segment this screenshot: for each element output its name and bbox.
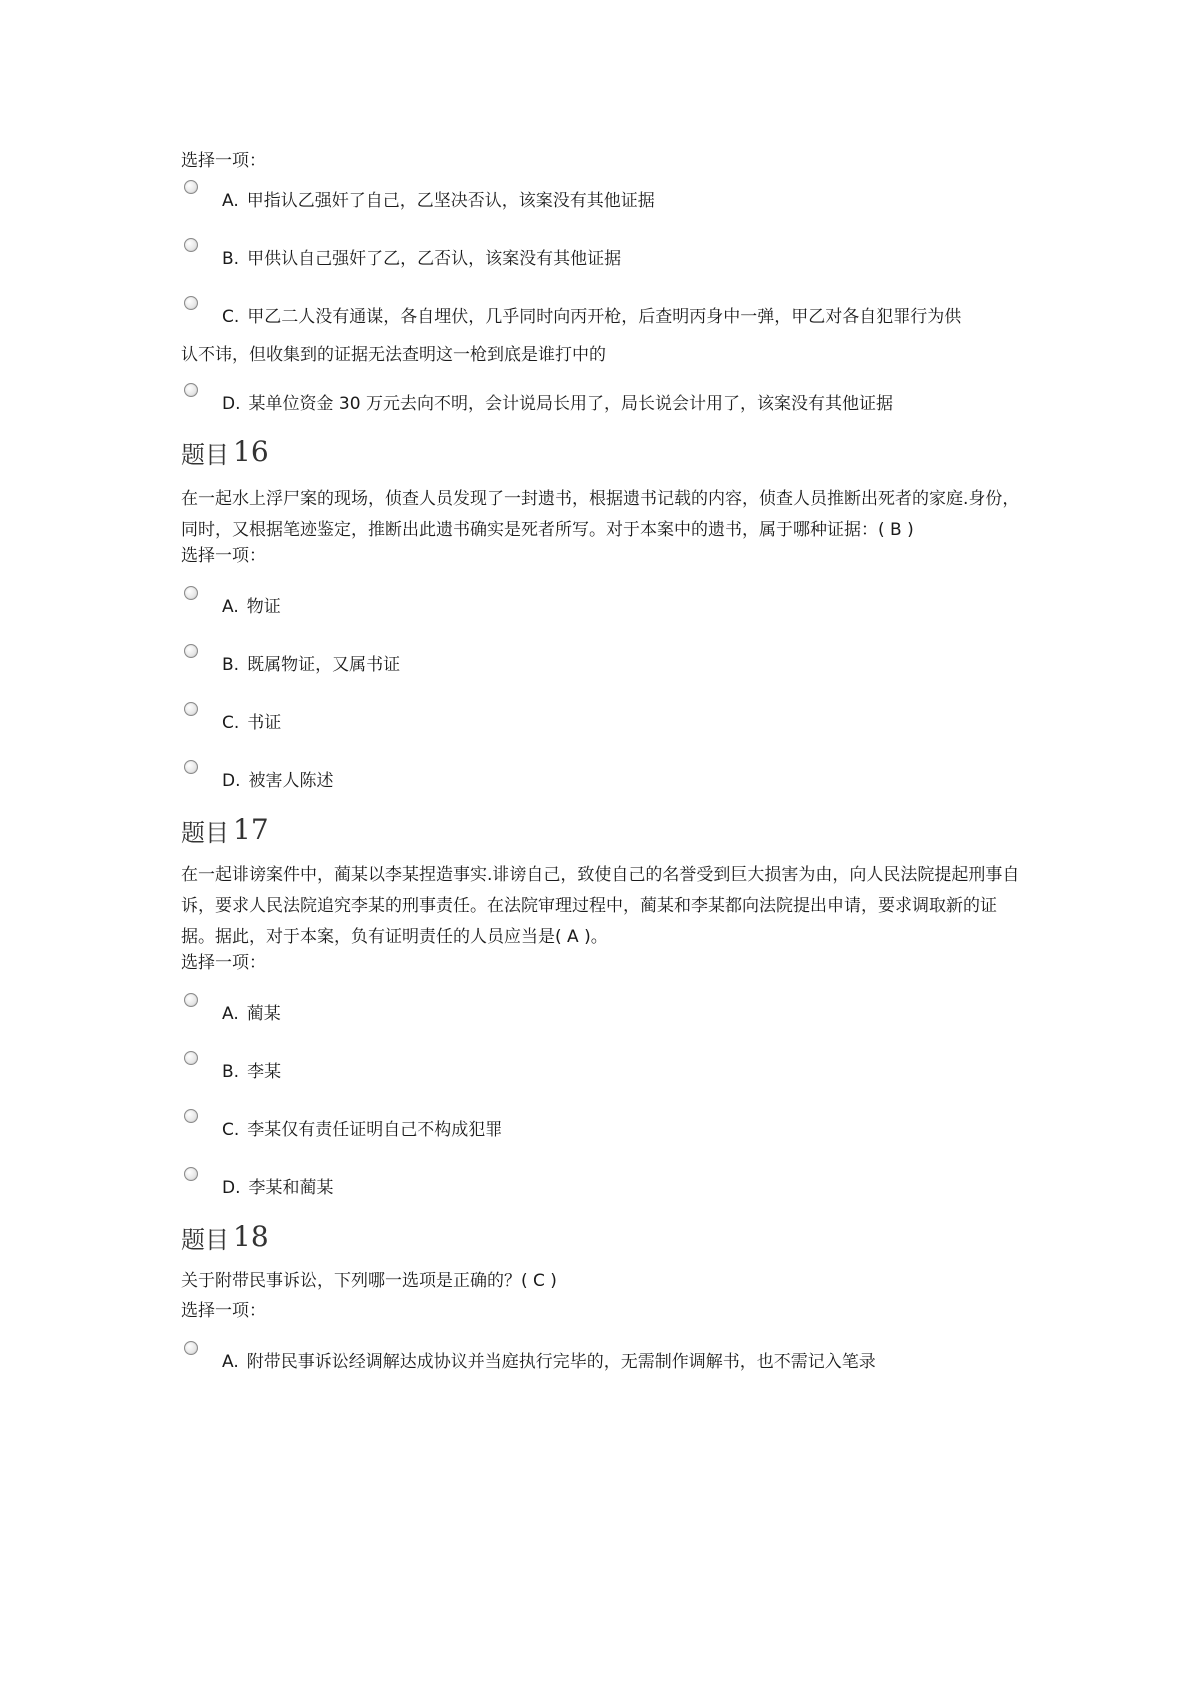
- choose-one-prompt: 选择一项：: [181, 1301, 266, 1321]
- option-text: 某单位资金 30 万元去向不明，会计说局长用了，局长说会计用了，该案没有其他证据: [248, 394, 893, 414]
- choose-one-prompt: 选择一项：: [181, 546, 266, 566]
- option-c[interactable]: C. 李某仅有责任证明自己不构成犯罪: [181, 1109, 1062, 1151]
- option-text: 李某和蔺某: [248, 1178, 334, 1198]
- radio-button[interactable]: [184, 238, 198, 252]
- radio-button[interactable]: [184, 993, 198, 1007]
- option-text: 甲乙二人没有通谋，各自埋伏，几乎同时向丙开枪，后查明丙身中一弹，甲乙对各自犯罪行为供: [247, 307, 962, 327]
- option-d[interactable]: D. 李某和蔺某: [181, 1167, 1062, 1209]
- question-text: 关于附带民事诉讼，下列哪一选项是正确的？( C ): [181, 1271, 557, 1291]
- option-text: 附带民事诉讼经调解达成协议并当庭执行完毕的，无需制作调解书，也不需记入笔录: [246, 1352, 876, 1372]
- question-heading: 题目 17: [181, 813, 269, 847]
- option-text: 李某仅有责任证明自己不构成犯罪: [247, 1120, 503, 1140]
- option-text: 蔺某: [246, 1004, 281, 1024]
- radio-button[interactable]: [184, 760, 198, 774]
- option-text: 既属物证，又属书证: [247, 655, 401, 675]
- option-text: 甲指认乙强奸了自己，乙坚决否认，该案没有其他证据: [246, 191, 655, 211]
- option-a[interactable]: A. 物证: [181, 586, 1062, 628]
- option-b[interactable]: B. 甲供认自己强奸了乙，乙否认，该案没有其他证据: [181, 238, 1062, 280]
- option-text: 书证: [247, 713, 282, 733]
- option-text: 李某: [247, 1062, 282, 1082]
- option-b[interactable]: B. 李某: [181, 1051, 1062, 1093]
- choose-one-prompt: 选择一项：: [181, 151, 266, 171]
- radio-button[interactable]: [184, 180, 198, 194]
- radio-button[interactable]: [184, 1341, 198, 1355]
- option-a[interactable]: A. 蔺某: [181, 993, 1062, 1035]
- option-text: 物证: [246, 597, 281, 617]
- radio-button[interactable]: [184, 1051, 198, 1065]
- radio-button[interactable]: [184, 644, 198, 658]
- option-a[interactable]: A. 甲指认乙强奸了自己，乙坚决否认，该案没有其他证据: [181, 180, 1062, 222]
- radio-button[interactable]: [184, 383, 198, 397]
- option-c-continuation: 认不讳，但收集到的证据无法查明这一枪到底是谁打中的: [181, 345, 606, 365]
- radio-button[interactable]: [184, 1109, 198, 1123]
- question-text: 在一起水上浮尸案的现场，侦查人员发现了一封遗书，根据遗书记载的内容，侦查人员推断出死者的家庭.身份，同时，又根据笔迹鉴定，推断出此遗书确实是死者所写。对于本案中的遗书，属于哪种证据：( B ): [181, 489, 1020, 540]
- radio-button[interactable]: [184, 702, 198, 716]
- option-d[interactable]: D. 被害人陈述: [181, 760, 1062, 802]
- question-heading: 题目 18: [181, 1220, 269, 1254]
- radio-button[interactable]: [184, 1167, 198, 1181]
- option-text: 甲供认自己强奸了乙，乙否认，该案没有其他证据: [247, 249, 622, 269]
- radio-button[interactable]: [184, 586, 198, 600]
- question-text: 在一起诽谤案件中，蔺某以李某捏造事实.诽谤自己，致使自己的名誉受到巨大损害为由，向人民法院提起刑事自诉，要求人民法院追究李某的刑事责任。在法院审理过程中，蔺某和李某都向法院提出申请，要求调取新的证据。据此，对于本案，负有证明责任的人员应当是( A )。: [181, 865, 1020, 947]
- option-b[interactable]: B. 既属物证，又属书证: [181, 644, 1062, 686]
- option-a[interactable]: A. 附带民事诉讼经调解达成协议并当庭执行完毕的，无需制作调解书，也不需记入笔录: [181, 1341, 1062, 1383]
- question-heading: 题目 16: [181, 435, 269, 469]
- option-c[interactable]: C. 书证: [181, 702, 1062, 744]
- option-text: 被害人陈述: [248, 771, 334, 791]
- choose-one-prompt: 选择一项：: [181, 953, 266, 973]
- option-c[interactable]: C. 甲乙二人没有通谋，各自埋伏，几乎同时向丙开枪，后查明丙身中一弹，甲乙对各自犯罪行为供: [181, 296, 1062, 338]
- radio-button[interactable]: [184, 296, 198, 310]
- option-d[interactable]: D. 某单位资金 30 万元去向不明，会计说局长用了，局长说会计用了，该案没有其他证据: [181, 383, 1062, 425]
